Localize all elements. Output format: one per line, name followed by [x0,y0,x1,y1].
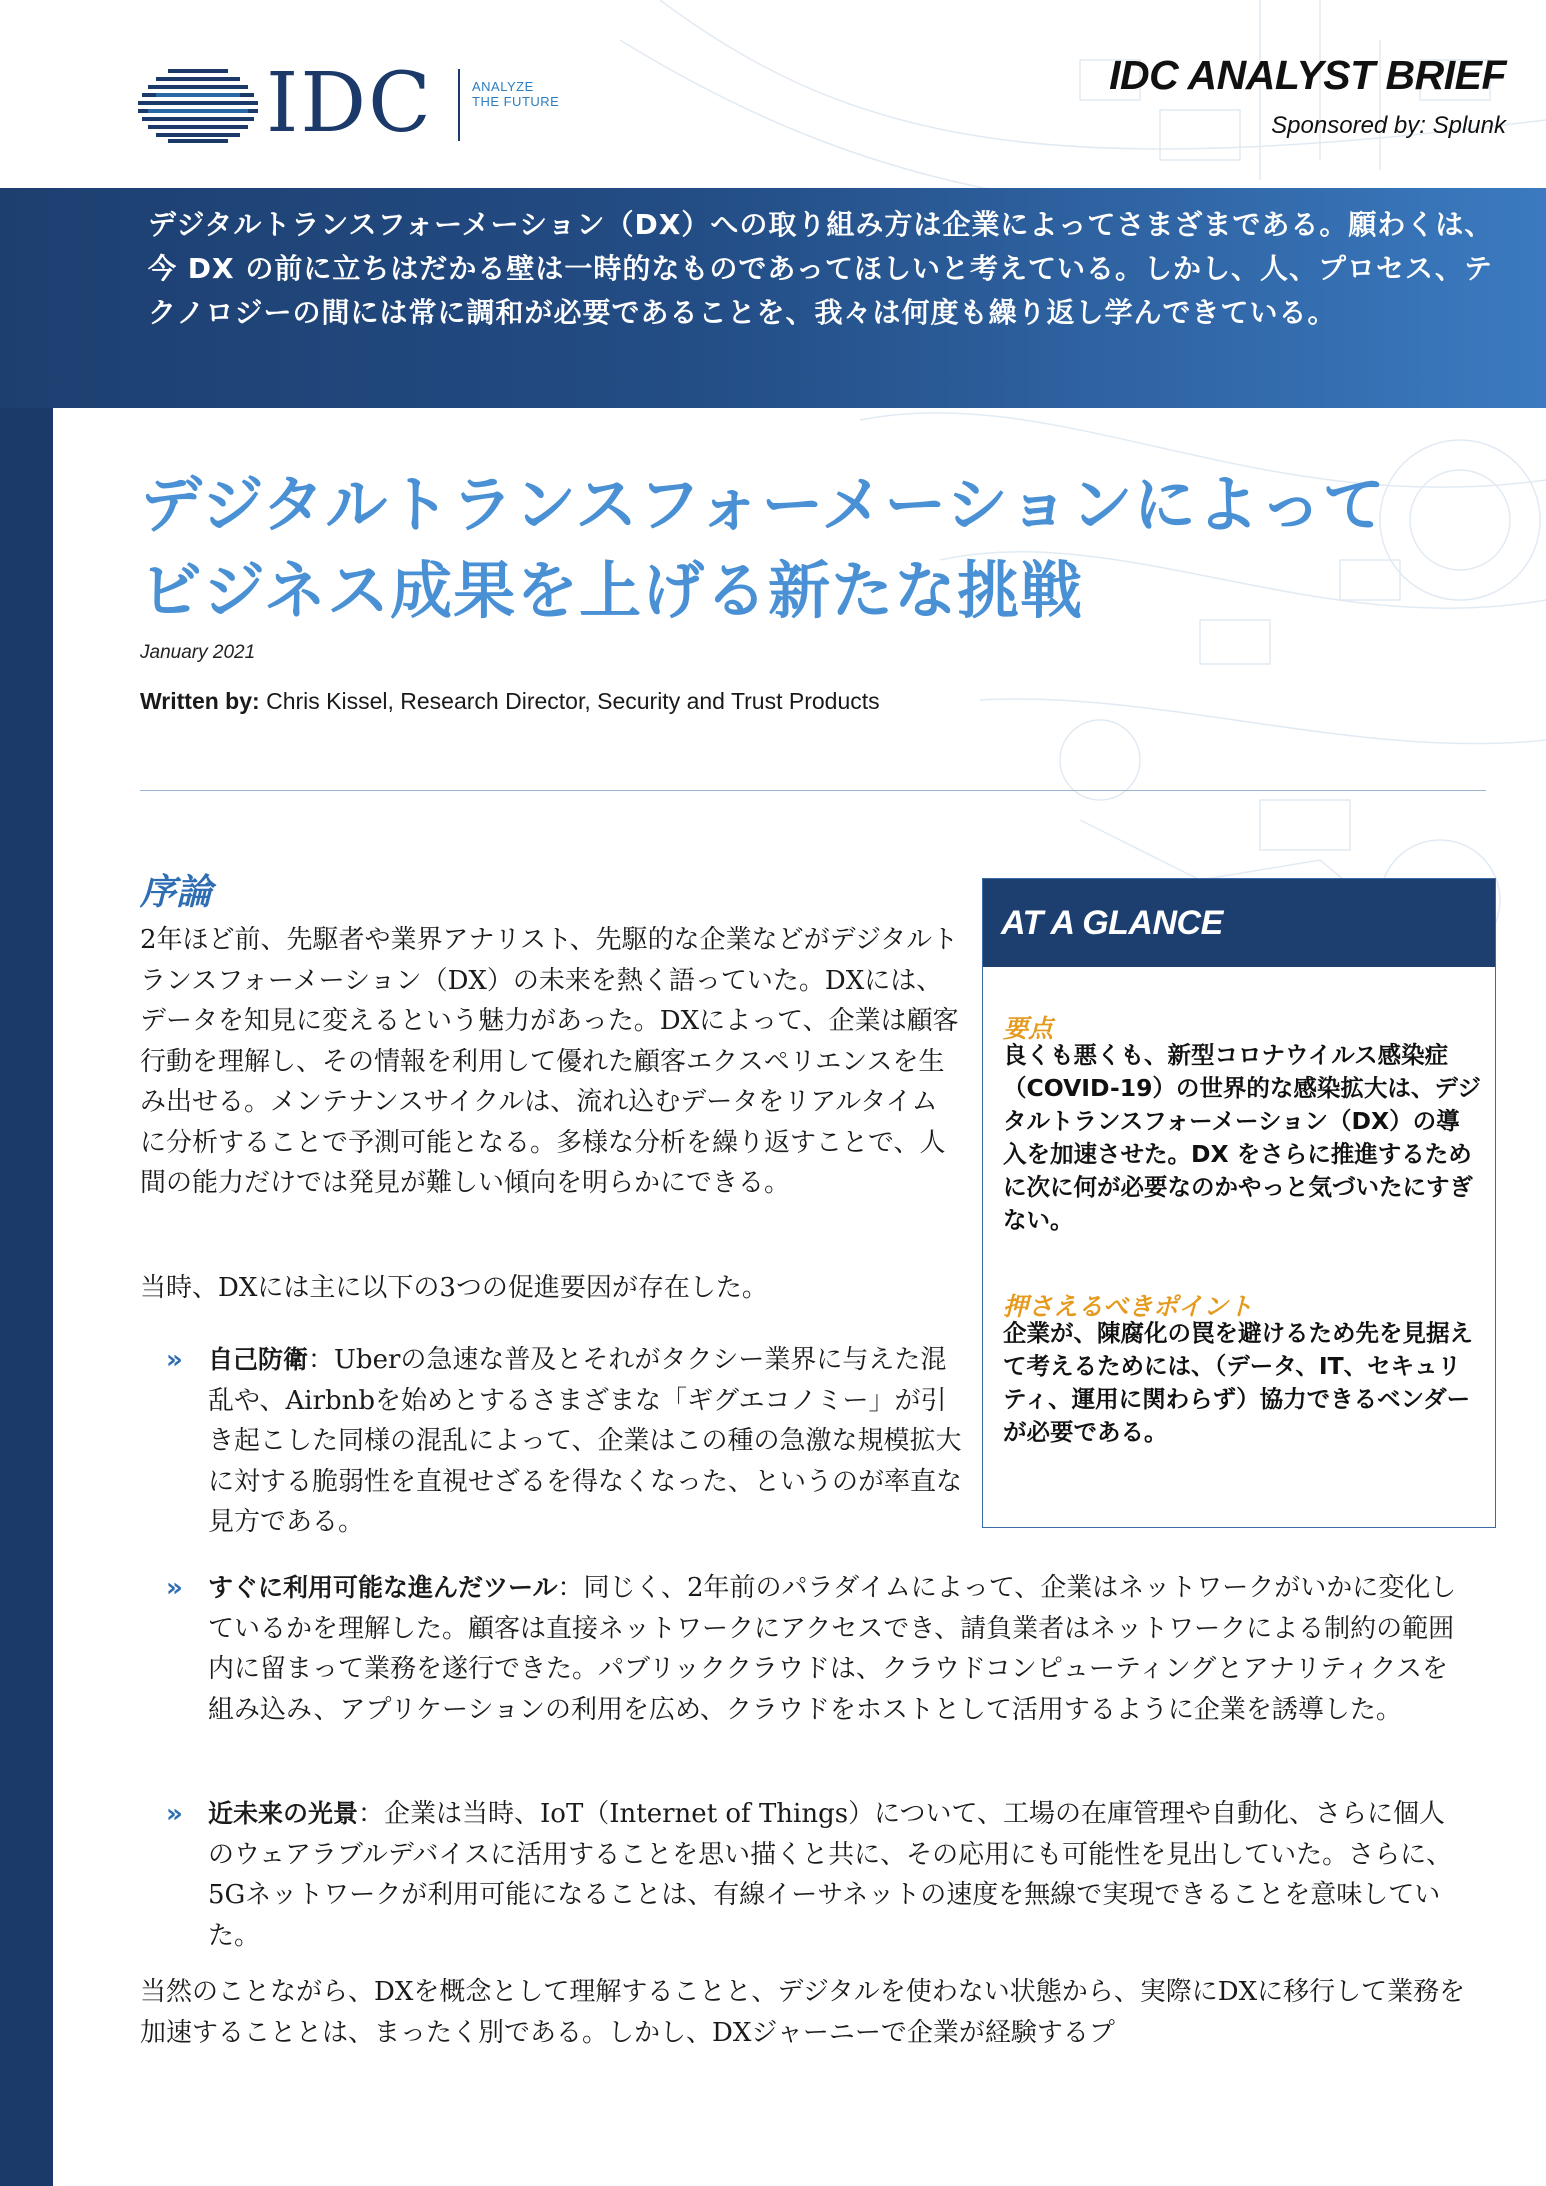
logo-wordmark: IDC [266,56,433,151]
at-a-glance-title: AT A GLANCE [983,879,1495,967]
logo-divider [458,69,460,141]
bullet-text: ：Uberの急速な普及とそれがタクシー業界に与えた混乱や、Airbnbを始めとするさまざまな「ギグエコノミー」が引き起こした同様の混乱によって、企業はこの種の急激な規模拡大に対する脆弱性を直視せざるを得なくなった、というのが率直な見方である。 [208,1345,963,1537]
bullet-text: ：同じく、2年前のパラダイムによって、企業はネットワークがいかに変化しているかを理解した。顧客は直接ネットワークにアクセスでき、請負業者はネットワークによる制約の範囲内に留まって業務を遂行できた。パブリッククラウドは、クラウドコンピューティングとアナリティクスを組み込み、アプリケーションの利用を広め、クラウドをホストとして活用するように企業を誘導した。 [208,1573,1457,1725]
intro-paragraph-2: 当時、DXには主に以下の3つの促進要因が存在した。 [140,1273,768,1303]
intro-paragraph-1: 2年ほど前、先駆者や業界アナリスト、先駆的な企業などがデジタルトランスフォーメーション（DX）の未来を熱く語っていた。DXには、データを知見に変えるという魅力があった。DXによって、企業は顧客行動を理解し、その情報を利用して優れた顧客エクスペリエンスを生み出せる。メンテナンスサイクルは、流れ込むデータをリアルタイムに分析することで予測可能となる。多様な分析を繰り返すことで、人間の能力だけでは発見が難しい傾向を明らかにできる。 [140,925,959,1198]
byline-author: Chris Kissel, Research Director, Security and Trust Products [259,688,880,714]
author-byline [140,688,880,715]
intro-paragraph-3: 当然のことながら、DXを概念として理解することと、デジタルを使わない状態から、実際にDXに移行して業務を加速することとは、まったく別である。しかし、DXジャーニーで企業が経験するプ [140,1977,1466,2048]
at-a-glance-box [982,878,1496,1528]
doc-type-title: IDC ANALYST BRIEF [1109,52,1506,98]
bullet-arrow-icon: » [166,1799,183,1829]
left-accent-bar [0,188,53,2186]
glance-text-key-point: 良くも悪くも、新型コロナウイルス感染症（COVID-19）の世界的な感染拡大は、デジタルトランスフォーメーション（DX）の導入を加速させた。DX をさらに推進するために次に何が必要なのかやっと気づいたにすぎない。 [1003,1041,1481,1234]
page-title-line-2: ビジネス成果を上げる新たな挑戦 [140,554,1084,627]
section-divider [140,790,1486,791]
sponsor-line: Sponsored by: Splunk [1271,112,1506,139]
publish-date: January 2021 [140,642,256,663]
glance-label-key-point: 要点 [1003,1014,1054,1043]
bullet-text: ：企業は当時、IoT（Internet of Things）について、工場の在庫管理や自動化、さらに個人のウェアラブルデバイスに活用することを思い描くと共に、その応用にも可能性を見出していた。さらに、5Gネットワークが利用可能になることは、有線イーサネットの速度を無線で実現できることを意味していた。 [208,1799,1453,1951]
bullet-heading: 自己防衛 [208,1345,309,1374]
idc-logo [138,56,560,151]
section-heading-intro: 序論 [140,872,213,913]
globe-icon [138,67,258,143]
bullet-heading: すぐに利用可能な進んだツール [208,1573,558,1602]
glance-text-takeaway: 企業が、陳腐化の罠を避けるため先を見据えて考えるためには、（データ、IT、セキュリティ、運用に関わらず）協力できるベンダーが必要である。 [1003,1319,1473,1446]
bullet-arrow-icon: » [166,1345,183,1375]
logo-tagline: ANALYZE THE FUTURE [472,79,560,109]
glance-label-takeaway: 押さえるべきポイント [1003,1292,1254,1321]
page-title [140,462,1520,634]
bullet-heading: 近未来の光景 [208,1799,359,1828]
page-title-line-1: デジタルトランスフォーメーションによって [140,468,1386,541]
bullet-arrow-icon: » [166,1573,183,1603]
byline-label: Written by: [140,688,260,714]
summary-banner-text: デジタルトランスフォーメーション（DX）への取り組み方は企業によってさまざまである。願わくは、今 DX の前に立ちはだかる壁は一時的なものであってほしいと考えている。しかし、人、プロセス、テクノロジーの間には常に調和が必要であることを、我々は何度も繰り返し学んできている。 [148,208,1494,329]
